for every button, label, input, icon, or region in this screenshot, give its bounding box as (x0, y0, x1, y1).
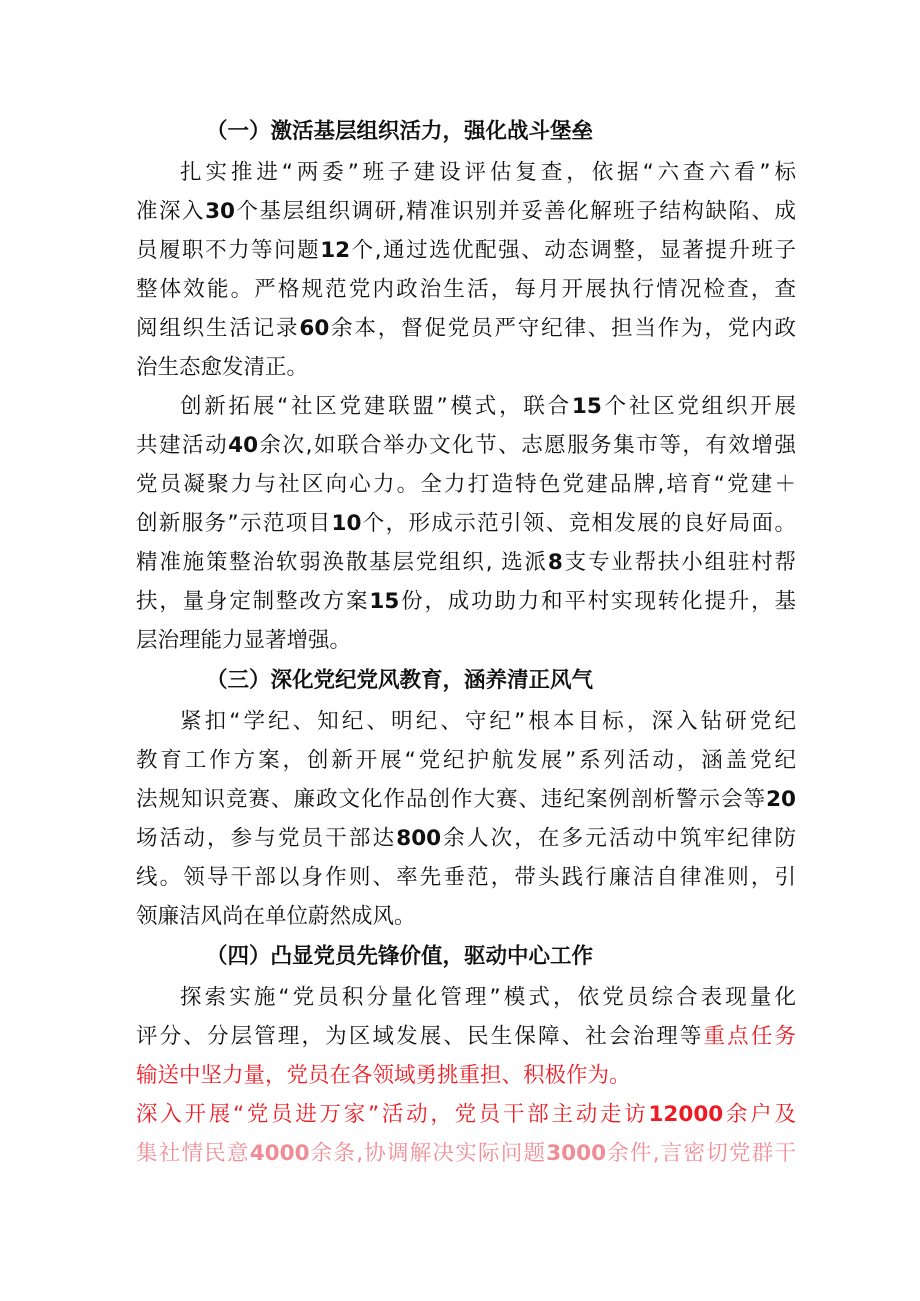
paragraph-line (136, 897, 796, 936)
paragraph-line (136, 465, 796, 504)
line-text: 领廉洁风尚在单位蔚然成风。 (136, 904, 416, 929)
highlight-number: 3000 (546, 1141, 607, 1166)
paragraph-line (136, 1095, 796, 1134)
paragraph-line (136, 1134, 796, 1173)
paragraph-line (136, 819, 796, 858)
line-text: 评分、分层管理，为区域发展、民生保障、社会治理等 (136, 1024, 704, 1049)
paragraph-line (136, 621, 796, 660)
paragraph-line (136, 387, 796, 426)
paragraph-line (136, 1017, 796, 1056)
highlight-number: 15 (369, 589, 400, 614)
line-text: 紧扣“学纪、知纪、明纪、守纪”根本目标，深入钻研党纪 (180, 709, 796, 734)
section-heading (136, 660, 796, 702)
line-text: 党员凝聚力与社区向心力。全力打造特色党建品牌,培育“党建＋ (136, 472, 796, 497)
section-heading (136, 936, 796, 978)
line-text: 员履职不力等问题 (136, 238, 321, 263)
line-text: 层治理能力显著增强。 (136, 628, 352, 653)
highlight-number: 10 (331, 511, 362, 536)
paragraph-line (136, 1056, 796, 1095)
highlight-number: 8 (547, 550, 563, 575)
paragraph-line (136, 582, 796, 621)
paragraph-line (136, 504, 796, 543)
highlight-number: 12 (320, 238, 351, 263)
line-text: 线。领导干部以身作则、率先垂范，带头践行廉洁自律准则，引 (136, 865, 796, 890)
line-text: 输送中坚力量，党员在各领域勇挑重担、积极作为。 (136, 1063, 631, 1088)
paragraph-line (136, 543, 796, 582)
paragraph-line (136, 309, 796, 348)
paragraph-line (136, 153, 796, 192)
highlight-number: 60 (299, 316, 330, 341)
line-text: 余人次，在多元活动中筑牢纪律防 (441, 826, 796, 851)
line-text: 共建活动 (136, 433, 229, 458)
line-text: 重点任务 (703, 1024, 796, 1049)
highlight-number: 800 (396, 826, 442, 851)
section-heading (136, 111, 796, 153)
line-text: 扎实推进“两委”班子建设评估复查，依据“六查六看”标 (180, 160, 796, 185)
highlight-number: 20 (766, 787, 796, 812)
paragraph-line (136, 270, 796, 309)
paragraph-line (136, 702, 796, 741)
paragraph-line (136, 978, 796, 1017)
document-body (136, 111, 796, 1173)
line-text: 创新拓展“社区党建联盟”模式，联合 (180, 394, 572, 419)
line-text: 治生态愈发清正。 (136, 355, 309, 380)
line-text: 余次,如联合举办文化节、志愿服务集市等，有效增强 (258, 433, 796, 458)
highlight-number: 15 (571, 394, 602, 419)
line-text: 余件,言密切党群干 (606, 1141, 796, 1166)
paragraph-line (136, 348, 796, 387)
highlight-number: 40 (228, 433, 259, 458)
line-text: 个，形成示范引领、竞相发展的良好局面。 (361, 511, 796, 536)
paragraph-line (136, 780, 796, 819)
line-text: （一）激活基层组织活力，强化战斗堡垒 (206, 119, 594, 144)
line-text: 支专业帮扶小组驻村帮 (562, 550, 796, 575)
line-text: 精准施策整治软弱涣散基层党组织, 选派 (136, 550, 548, 575)
paragraph-line (136, 741, 796, 780)
line-text: 扶，量身定制整改方案 (136, 589, 370, 614)
line-text: 场活动，参与党员干部达 (136, 826, 397, 851)
line-text: 整体效能。严格规范党内政治生活，每月开展执行情况检查，查 (136, 277, 796, 302)
line-text: 集社情民意 (136, 1141, 250, 1166)
highlight-number: 30 (205, 199, 235, 224)
line-text: 余本，督促党员严守纪律、担当作为，党内政 (329, 316, 796, 341)
highlight-number: 12000 (648, 1102, 724, 1127)
line-text: 个基层组织调研,精准识别并妥善化解班子结构缺陷、成 (235, 199, 796, 224)
line-text: （四）凸显党员先锋价值，驱动中心工作 (206, 944, 594, 969)
line-text: 余条,协调解决实际问题 (309, 1141, 547, 1166)
line-text: （三）深化党纪党风教育，涵养清正风气 (206, 668, 594, 693)
paragraph-line (136, 231, 796, 270)
highlight-number: 4000 (249, 1141, 310, 1166)
paragraph-line (136, 192, 796, 231)
line-text: 深入开展“党员进万家”活动，党员干部主动走访 (136, 1102, 649, 1127)
paragraph-line (136, 858, 796, 897)
line-text: 份，成功助力和平村实现转化提升，基 (399, 589, 796, 614)
line-text: 准深入 (136, 199, 206, 224)
line-text: 法规知识竞赛、廉政文化作品创作大赛、违纪案例剖析警示会等 (136, 787, 767, 812)
line-text: 余户及 (723, 1102, 796, 1127)
line-text: 阅组织生活记录 (136, 316, 300, 341)
line-text: 创新服务”示范项目 (136, 511, 332, 536)
line-text: 探索实施“党员积分量化管理”模式，依党员综合表现量化 (180, 985, 796, 1010)
line-text: 教育工作方案，创新开展“党纪护航发展”系列活动，涵盖党纪 (136, 748, 796, 773)
paragraph-line (136, 426, 796, 465)
line-text: 个社区党组织开展 (601, 394, 796, 419)
line-text: 个,通过选优配强、动态调整，显著提升班子 (350, 238, 796, 263)
